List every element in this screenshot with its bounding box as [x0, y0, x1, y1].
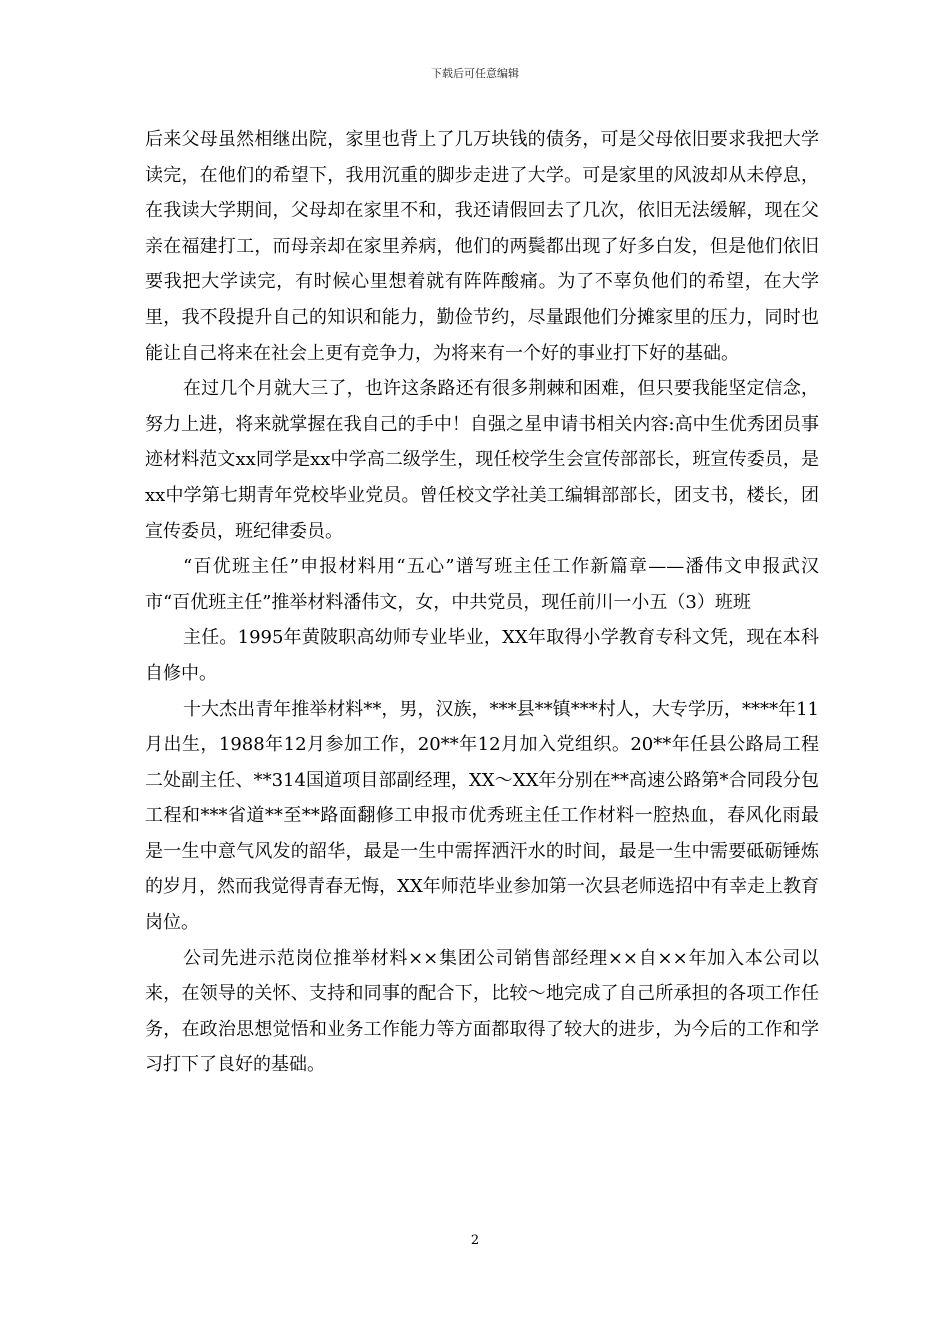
- page-header: 下载后可任意编辑: [431, 67, 519, 80]
- paragraph-3: “百优班主任”申报材料用“五心”谱写班主任工作新篇章——潘伟文申报武汉市“百优班主任”推举材料潘伟文，女，中共党员，现任前川一小五（3）班班: [145, 556, 819, 613]
- paragraph-5: 十大杰出青年推举材料**，男，汉族，***县**镇***村人，大专学历，****年11月出生，1988年12月参加工作，20**年12月加入党组织。20**年任县公路局工程二处副主任、**314国道项目部副经理，XX～XX年分别在**高速公路第*合同段分包工程和***省道**至**路面翻修工申报市优秀班主任工作材料一腔热血，春风化雨最是一生中意气风发的韶华，最是一生中需挥洒汗水的时间，最是一生中需要砥砺锤炼的岁月，然而我觉得青春无悔，XX年师范毕业参加第一次县老师选招中有幸走上教育岗位。: [145, 698, 819, 934]
- paragraph-2: 在过几个月就大三了，也许这条路还有很多荆棘和困难，但只要我能坚定信念，努力上进，将来就掌握在我自己的手中！自强之星申请书相关内容:高中生优秀团员事迹材料范文xx同学是xx中学高二级学生，现任校学生会宣传部部长，班宣传委员，是xx中学第七期青年党校毕业党员。曾任校文学社美工编辑部部长，团支书，楼长，团宣传委员，班纪律委员。: [145, 378, 819, 542]
- page-number: 2: [470, 1233, 480, 1248]
- paragraph-1: 后来父母虽然相继出院，家里也背上了几万块钱的债务，可是父母依旧要求我把大学读完，在他们的希望下，我用沉重的脚步走进了大学。可是家里的风波却从未停息，在我读大学期间，父母却在家里不和，我还请假回去了几次，依旧无法缓解，现在父亲在福建打工，而母亲却在家里养病，他们的两鬓都出现了好多白发，但是他们依旧要我把大学读完，有时候心里想着就有阵阵酸痛。为了不辜负他们的希望，在大学里，我不段提升自己的知识和能力，勤俭节约，尽量跟他们分摊家里的压力，同时也能让自己将来在社会上更有竞争力，为将来有一个好的事业打下好的基础。: [145, 129, 819, 364]
- document-body: [145, 122, 819, 1083]
- paragraph-6: 公司先进示范岗位推举材料××集团公司销售部经理××自××年加入本公司以来，在领导的关怀、支持和同事的配合下，比较～地完成了自己所承担的各项工作任务，在政治思想觉悟和业务工作能力等方面都取得了较大的进步，为今后的工作和学习打下了良好的基础。: [145, 947, 819, 1076]
- paragraph-4: 主任。1995年黄陂职高幼师专业毕业，XX年取得小学教育专科文凭，现在本科自修中。: [145, 627, 819, 684]
